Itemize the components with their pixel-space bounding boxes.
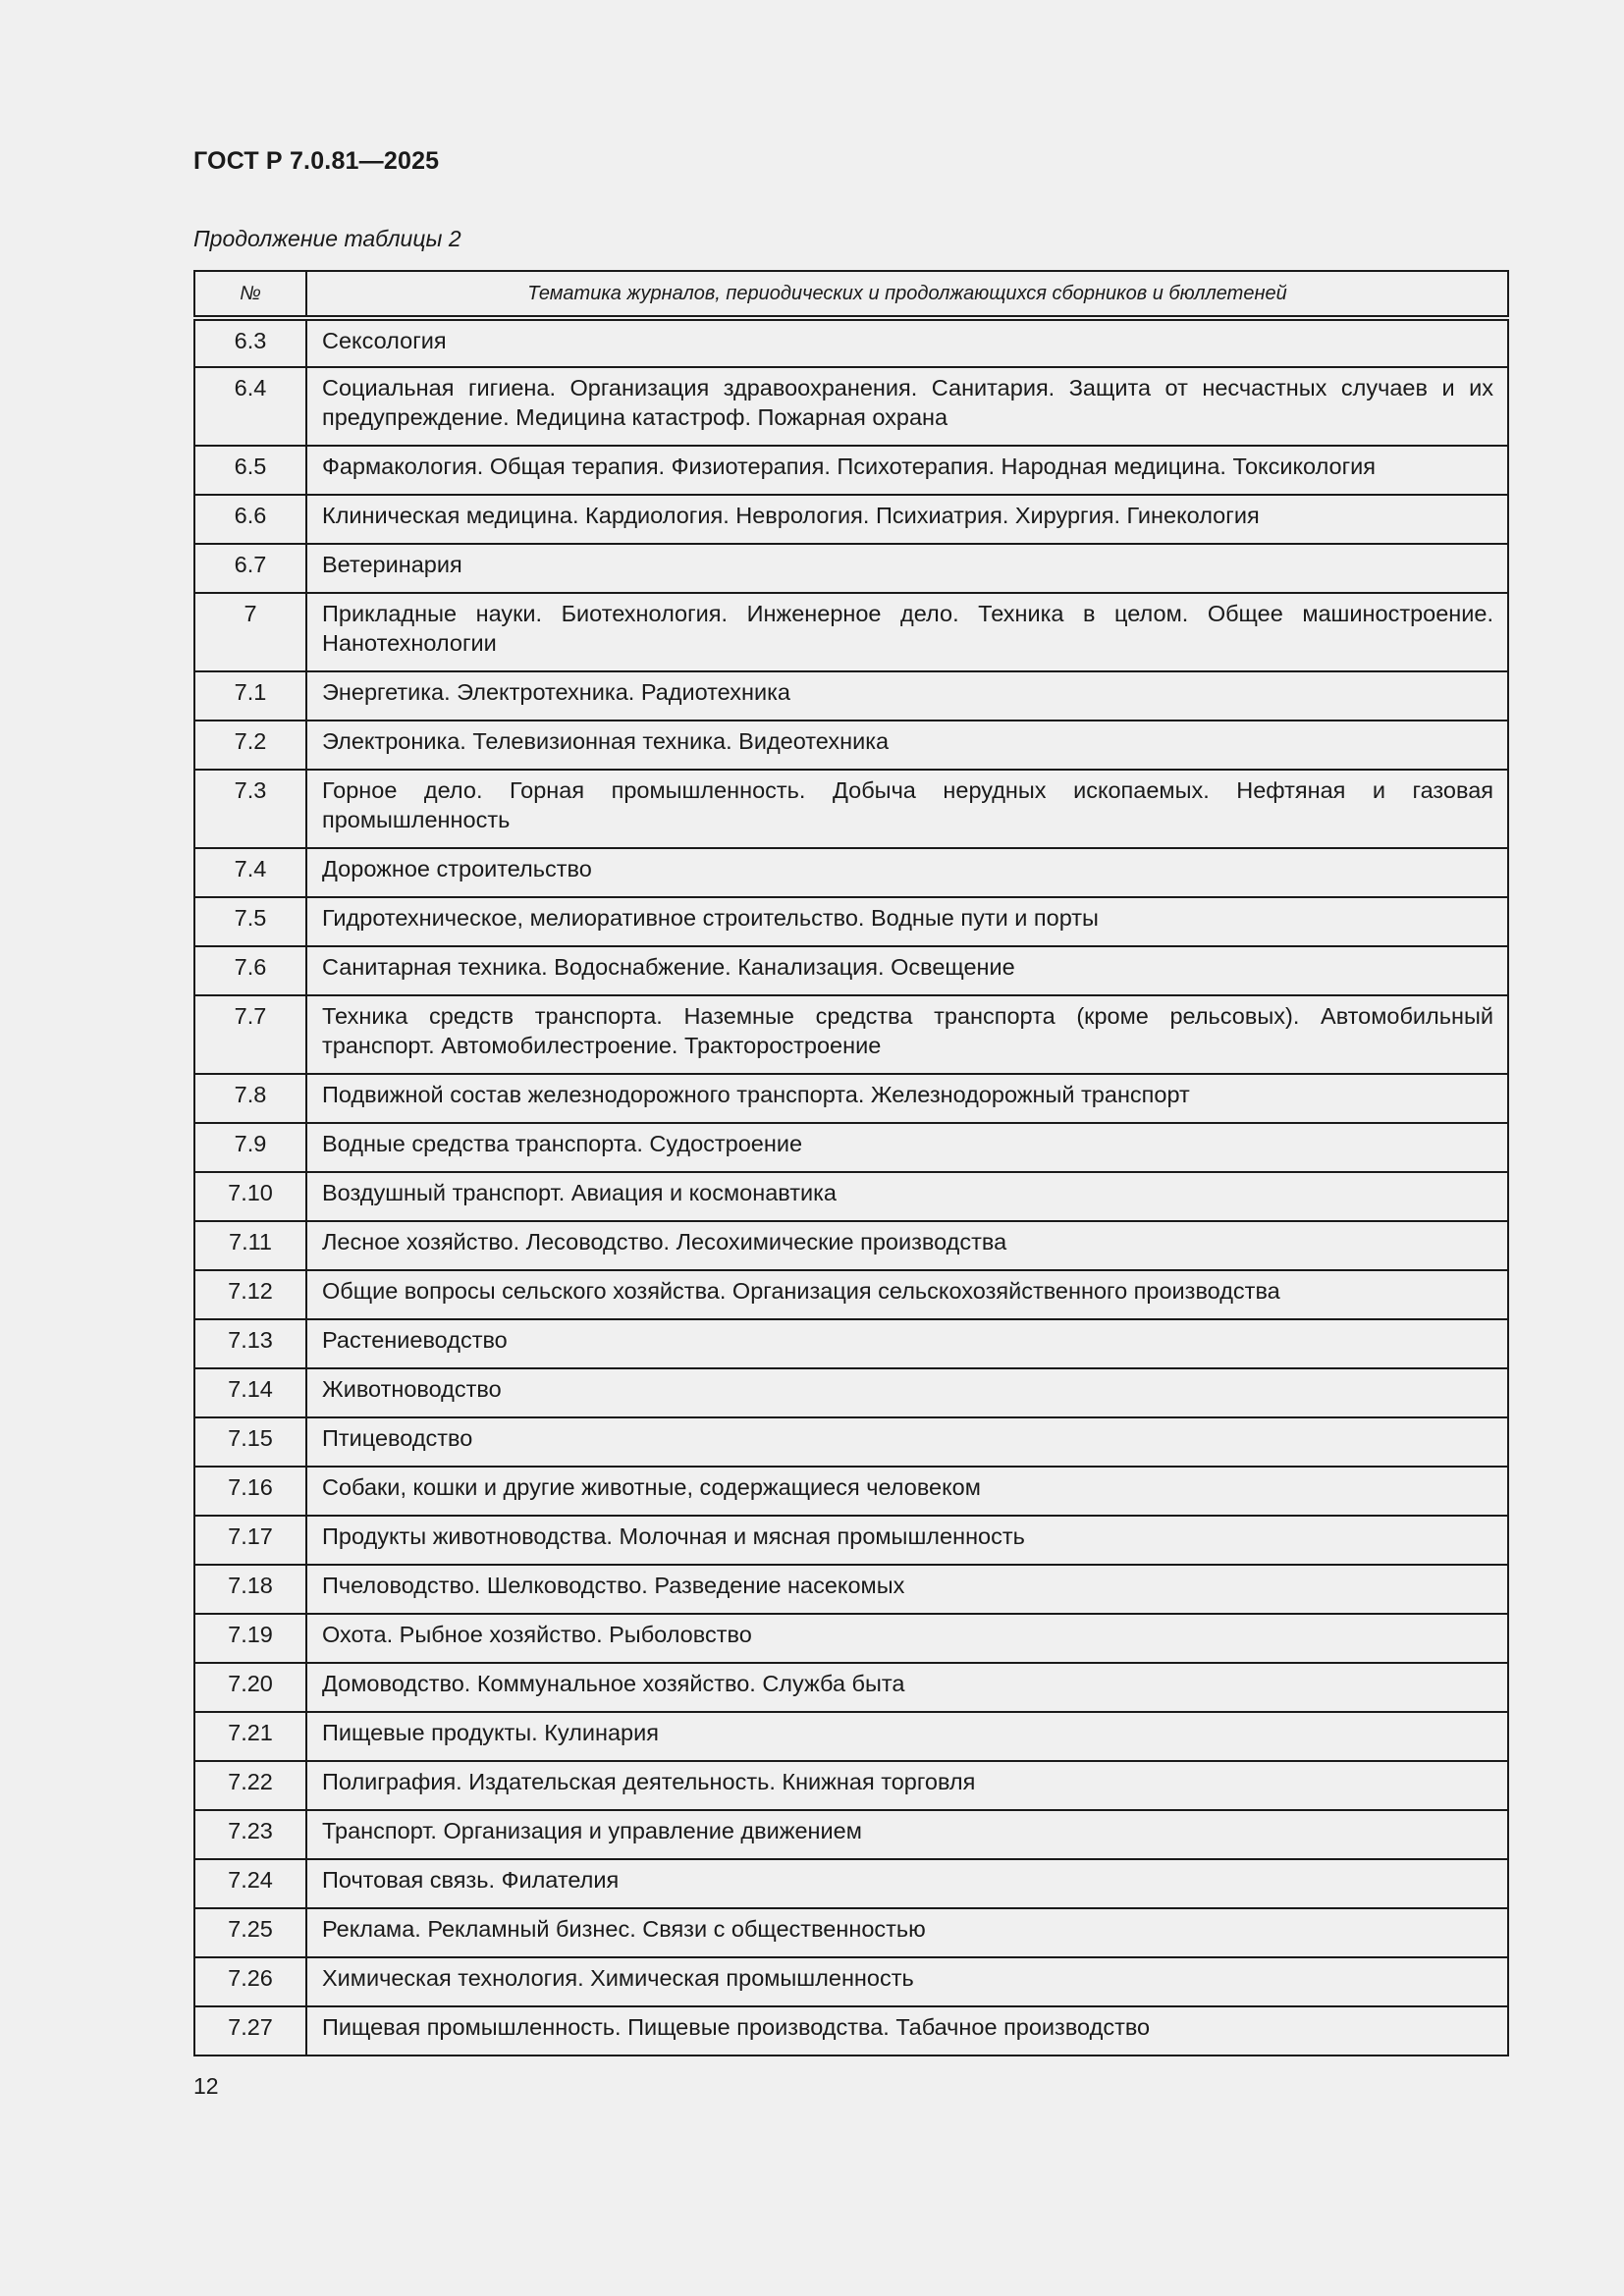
row-topic-cell: Реклама. Рекламный бизнес. Связи с общественностью xyxy=(306,1908,1508,1957)
topics-table xyxy=(193,270,1509,2056)
table-row xyxy=(194,1172,1508,1221)
table-row xyxy=(194,897,1508,946)
row-topic-cell: Лесное хозяйство. Лесоводство. Лесохимические производства xyxy=(306,1221,1508,1270)
row-topic-cell: Горное дело. Горная промышленность. Добыча нерудных ископаемых. Нефтяная и газовая промышленность xyxy=(306,770,1508,848)
row-number-cell: 7.23 xyxy=(194,1810,306,1859)
row-number-cell: 7.1 xyxy=(194,671,306,721)
row-topic-cell: Продукты животноводства. Молочная и мясная промышленность xyxy=(306,1516,1508,1565)
row-topic-cell: Воздушный транспорт. Авиация и космонавтика xyxy=(306,1172,1508,1221)
row-topic-cell: Растениеводство xyxy=(306,1319,1508,1368)
row-topic-cell: Птицеводство xyxy=(306,1417,1508,1467)
row-number-cell: 7.4 xyxy=(194,848,306,897)
row-topic-cell: Собаки, кошки и другие животные, содержащиеся человеком xyxy=(306,1467,1508,1516)
row-number-cell: 7.14 xyxy=(194,1368,306,1417)
row-number-cell: 7.15 xyxy=(194,1417,306,1467)
table-row xyxy=(194,1614,1508,1663)
table-row xyxy=(194,721,1508,770)
row-number-cell: 7.12 xyxy=(194,1270,306,1319)
table-row xyxy=(194,446,1508,495)
table-row xyxy=(194,848,1508,897)
table-row xyxy=(194,946,1508,995)
row-topic-cell: Сексология xyxy=(306,318,1508,367)
row-topic-cell: Энергетика. Электротехника. Радиотехника xyxy=(306,671,1508,721)
table-row xyxy=(194,995,1508,1074)
table-body xyxy=(194,318,1508,2056)
row-number-cell: 7.7 xyxy=(194,995,306,1074)
row-topic-cell: Ветеринария xyxy=(306,544,1508,593)
table-row xyxy=(194,1270,1508,1319)
row-number-cell: 7 xyxy=(194,593,306,671)
row-topic-cell: Пищевые продукты. Кулинария xyxy=(306,1712,1508,1761)
table-row xyxy=(194,1810,1508,1859)
row-topic-cell: Почтовая связь. Филателия xyxy=(306,1859,1508,1908)
row-number-cell: 7.24 xyxy=(194,1859,306,1908)
row-number-cell: 7.16 xyxy=(194,1467,306,1516)
table-row xyxy=(194,1368,1508,1417)
table-row xyxy=(194,2006,1508,2056)
table-row xyxy=(194,593,1508,671)
row-number-cell: 7.6 xyxy=(194,946,306,995)
row-topic-cell: Санитарная техника. Водоснабжение. Канализация. Освещение xyxy=(306,946,1508,995)
table-row xyxy=(194,318,1508,367)
row-topic-cell: Подвижной состав железнодорожного транспорта. Железнодорожный транспорт xyxy=(306,1074,1508,1123)
row-topic-cell: Фармакология. Общая терапия. Физиотерапия. Психотерапия. Народная медицина. Токсикология xyxy=(306,446,1508,495)
row-number-cell: 7.3 xyxy=(194,770,306,848)
table-caption: Продолжение таблицы 2 xyxy=(193,226,461,251)
row-topic-cell: Общие вопросы сельского хозяйства. Организация сельскохозяйственного производства xyxy=(306,1270,1508,1319)
row-topic-cell: Электроника. Телевизионная техника. Видеотехника xyxy=(306,721,1508,770)
row-topic-cell: Дорожное строительство xyxy=(306,848,1508,897)
row-topic-cell: Домоводство. Коммунальное хозяйство. Служба быта xyxy=(306,1663,1508,1712)
row-number-cell: 7.20 xyxy=(194,1663,306,1712)
table-row xyxy=(194,1319,1508,1368)
row-topic-cell: Техника средств транспорта. Наземные средства транспорта (кроме рельсовых). Автомобильный транспорт. Автомобилестроение. Тракторостроение xyxy=(306,995,1508,1074)
table-row xyxy=(194,1467,1508,1516)
row-topic-cell: Клиническая медицина. Кардиология. Неврология. Психиатрия. Хирургия. Гинекология xyxy=(306,495,1508,544)
row-topic-cell: Социальная гигиена. Организация здравоохранения. Санитария. Защита от несчастных случаев и их предупреждение. Медицина катастроф. Пожарная охрана xyxy=(306,367,1508,446)
table-row xyxy=(194,1663,1508,1712)
column-header-topic: Тематика журналов, периодических и продолжающихся сборников и бюллетеней xyxy=(306,271,1508,318)
table-row xyxy=(194,544,1508,593)
row-number-cell: 7.27 xyxy=(194,2006,306,2056)
page-number: 12 xyxy=(193,2073,219,2099)
table-row xyxy=(194,671,1508,721)
row-number-cell: 6.3 xyxy=(194,318,306,367)
row-topic-cell: Пчеловодство. Шелководство. Разведение насекомых xyxy=(306,1565,1508,1614)
row-number-cell: 7.19 xyxy=(194,1614,306,1663)
row-topic-cell: Прикладные науки. Биотехнология. Инженерное дело. Техника в целом. Общее машиностроение. Нанотехнологии xyxy=(306,593,1508,671)
row-number-cell: 7.11 xyxy=(194,1221,306,1270)
row-topic-cell: Транспорт. Организация и управление движением xyxy=(306,1810,1508,1859)
row-number-cell: 6.6 xyxy=(194,495,306,544)
row-number-cell: 7.13 xyxy=(194,1319,306,1368)
table-row xyxy=(194,367,1508,446)
table-row xyxy=(194,1221,1508,1270)
table-row xyxy=(194,1074,1508,1123)
row-number-cell: 6.7 xyxy=(194,544,306,593)
row-number-cell: 7.25 xyxy=(194,1908,306,1957)
table-row xyxy=(194,1859,1508,1908)
table-header-row xyxy=(194,271,1508,318)
row-number-cell: 7.2 xyxy=(194,721,306,770)
row-number-cell: 7.8 xyxy=(194,1074,306,1123)
row-topic-cell: Охота. Рыбное хозяйство. Рыболовство xyxy=(306,1614,1508,1663)
row-number-cell: 7.5 xyxy=(194,897,306,946)
row-topic-cell: Гидротехническое, мелиоративное строительство. Водные пути и порты xyxy=(306,897,1508,946)
row-number-cell: 7.22 xyxy=(194,1761,306,1810)
row-topic-cell: Животноводство xyxy=(306,1368,1508,1417)
table-row xyxy=(194,1516,1508,1565)
row-number-cell: 6.5 xyxy=(194,446,306,495)
row-topic-cell: Водные средства транспорта. Судостроение xyxy=(306,1123,1508,1172)
table-row xyxy=(194,1417,1508,1467)
table-row xyxy=(194,1123,1508,1172)
row-number-cell: 7.9 xyxy=(194,1123,306,1172)
table-row xyxy=(194,1908,1508,1957)
table-row xyxy=(194,1565,1508,1614)
row-number-cell: 7.17 xyxy=(194,1516,306,1565)
row-number-cell: 7.26 xyxy=(194,1957,306,2006)
row-number-cell: 6.4 xyxy=(194,367,306,446)
row-number-cell: 7.10 xyxy=(194,1172,306,1221)
table-row xyxy=(194,1712,1508,1761)
row-topic-cell: Полиграфия. Издательская деятельность. Книжная торговля xyxy=(306,1761,1508,1810)
table-row xyxy=(194,1957,1508,2006)
table-row xyxy=(194,770,1508,848)
table-row xyxy=(194,495,1508,544)
table-row xyxy=(194,1761,1508,1810)
row-topic-cell: Пищевая промышленность. Пищевые производства. Табачное производство xyxy=(306,2006,1508,2056)
column-header-number: № xyxy=(194,271,306,318)
row-topic-cell: Химическая технология. Химическая промышленность xyxy=(306,1957,1508,2006)
document-code-header: ГОСТ Р 7.0.81—2025 xyxy=(193,147,440,175)
row-number-cell: 7.18 xyxy=(194,1565,306,1614)
row-number-cell: 7.21 xyxy=(194,1712,306,1761)
